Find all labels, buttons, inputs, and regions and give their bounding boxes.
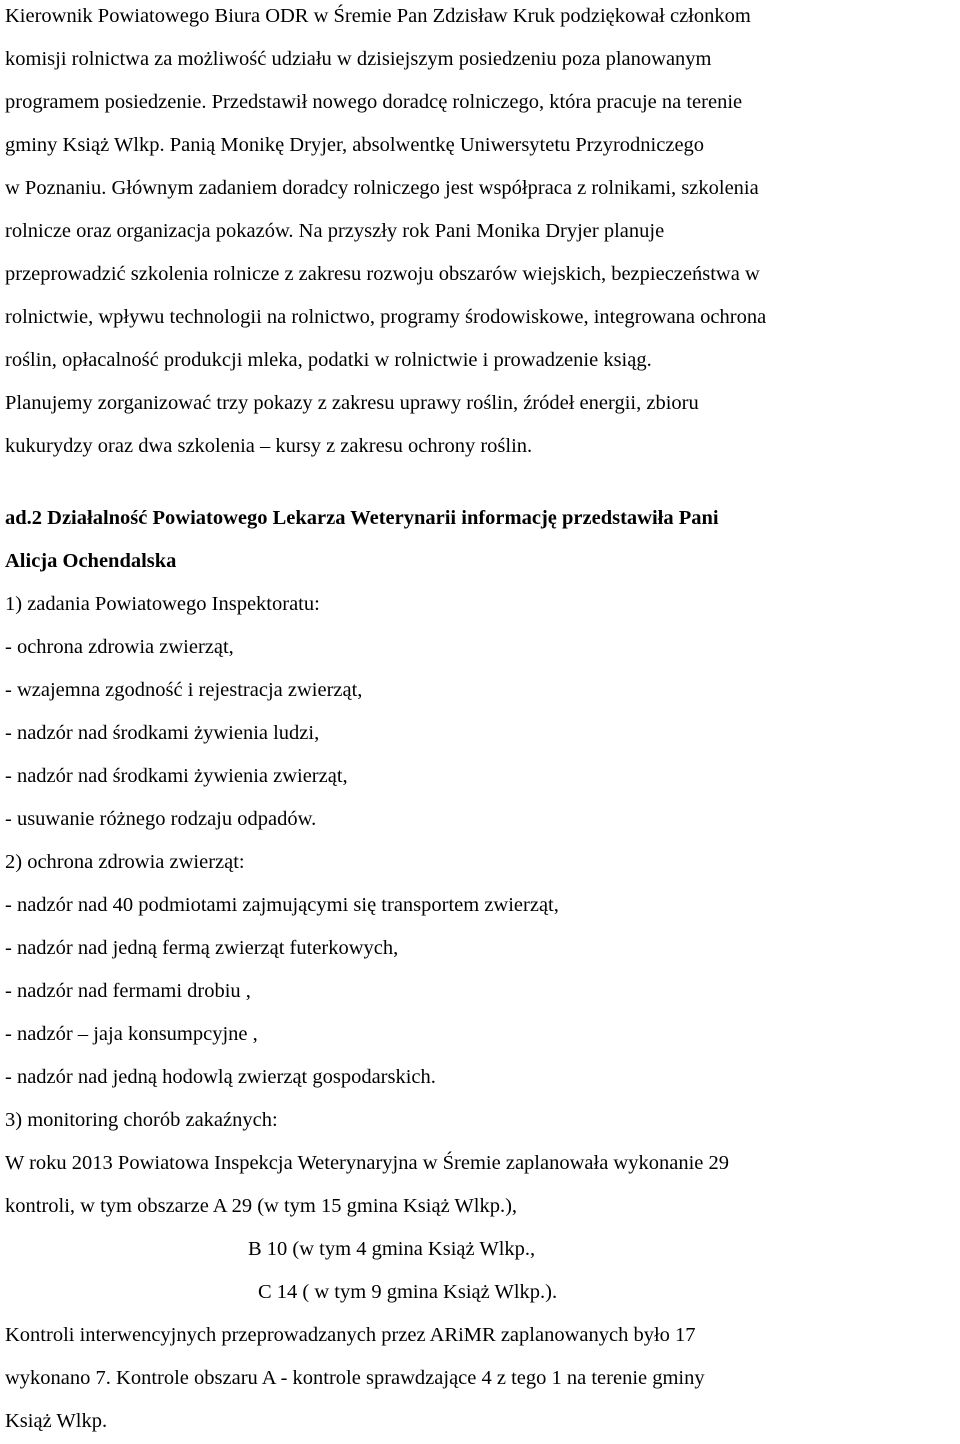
- paragraph-line: kontroli, w tym obszarze A 29 (w tym 15 gmina Książ Wlkp.),: [5, 1195, 518, 1217]
- paragraph-line: B 10 (w tym 4 gmina Książ Wlkp.,: [248, 1238, 536, 1260]
- paragraph-line: w Poznaniu. Głównym zadaniem doradcy rolniczego jest współpraca z rolnikami, szkolenia: [5, 177, 759, 199]
- paragraph-line: rolnicze oraz organizacja pokazów. Na przyszły rok Pani Monika Dryjer planuje: [5, 220, 665, 242]
- paragraph-line: Książ Wlkp.: [5, 1410, 108, 1432]
- paragraph-line: wykonano 7. Kontrole obszaru A - kontrole sprawdzające 4 z tego 1 na terenie gminy: [5, 1367, 705, 1389]
- paragraph-line: komisji rolnictwa za możliwość udziału w dzisiejszym posiedzeniu poza planowanym: [5, 48, 712, 70]
- paragraph-line: Planujemy zorganizować trzy pokazy z zakresu uprawy roślin, źródeł energii, zbioru: [5, 392, 699, 414]
- list-item: - nadzór nad środkami żywienia ludzi,: [5, 722, 320, 744]
- list-item: - ochrona zdrowia zwierząt,: [5, 636, 234, 658]
- paragraph-line: W roku 2013 Powiatowa Inspekcja Weterynaryjna w Śremie zaplanowała wykonanie 29: [5, 1152, 729, 1174]
- paragraph-line: Kontroli interwencyjnych przeprowadzanych przez ARiMR zaplanowanych było 17: [5, 1324, 696, 1346]
- list-item: - usuwanie różnego rodzaju odpadów.: [5, 808, 317, 830]
- paragraph-line: gminy Książ Wlkp. Panią Monikę Dryjer, absolwentkę Uniwersytetu Przyrodniczego: [5, 134, 705, 156]
- list-item: - nadzór nad fermami drobiu ,: [5, 980, 251, 1002]
- list-item: - nadzór nad środkami żywienia zwierząt,: [5, 765, 348, 787]
- list-title: 2) ochrona zdrowia zwierząt:: [5, 851, 245, 873]
- paragraph-line: C 14 ( w tym 9 gmina Książ Wlkp.).: [258, 1281, 558, 1303]
- paragraph-line: roślin, opłacalność produkcji mleka, podatki w rolnictwie i prowadzenie ksiąg.: [5, 349, 652, 371]
- list-title: 3) monitoring chorób zakaźnych:: [5, 1109, 278, 1131]
- list-item: - nadzór – jaja konsumpcyjne ,: [5, 1023, 258, 1045]
- section-heading: ad.2 Działalność Powiatowego Lekarza Weterynarii informację przedstawiła Pani: [5, 507, 719, 529]
- list-item: - nadzór nad jedną fermą zwierząt futerkowych,: [5, 937, 399, 959]
- list-item: - nadzór nad 40 podmiotami zajmującymi się transportem zwierząt,: [5, 894, 559, 916]
- paragraph-line: przeprowadzić szkolenia rolnicze z zakresu rozwoju obszarów wiejskich, bezpieczeństwa w: [5, 263, 760, 285]
- paragraph-line: Kierownik Powiatowego Biura ODR w Śremie Pan Zdzisław Kruk podziękował członkom: [5, 5, 751, 27]
- list-item: - wzajemna zgodność i rejestracja zwierząt,: [5, 679, 363, 701]
- paragraph-line: programem posiedzenie. Przedstawił nowego doradcę rolniczego, która pracuje na terenie: [5, 91, 743, 113]
- list-title: 1) zadania Powiatowego Inspektoratu:: [5, 593, 320, 615]
- list-item: - nadzór nad jedną hodowlą zwierząt gospodarskich.: [5, 1066, 436, 1088]
- paragraph-line: rolnictwie, wpływu technologii na rolnictwo, programy środowiskowe, integrowana ochrona: [5, 306, 767, 328]
- section-heading-name: Alicja Ochendalska: [5, 550, 177, 572]
- paragraph-line: kukurydzy oraz dwa szkolenia – kursy z zakresu ochrony roślin.: [5, 435, 533, 457]
